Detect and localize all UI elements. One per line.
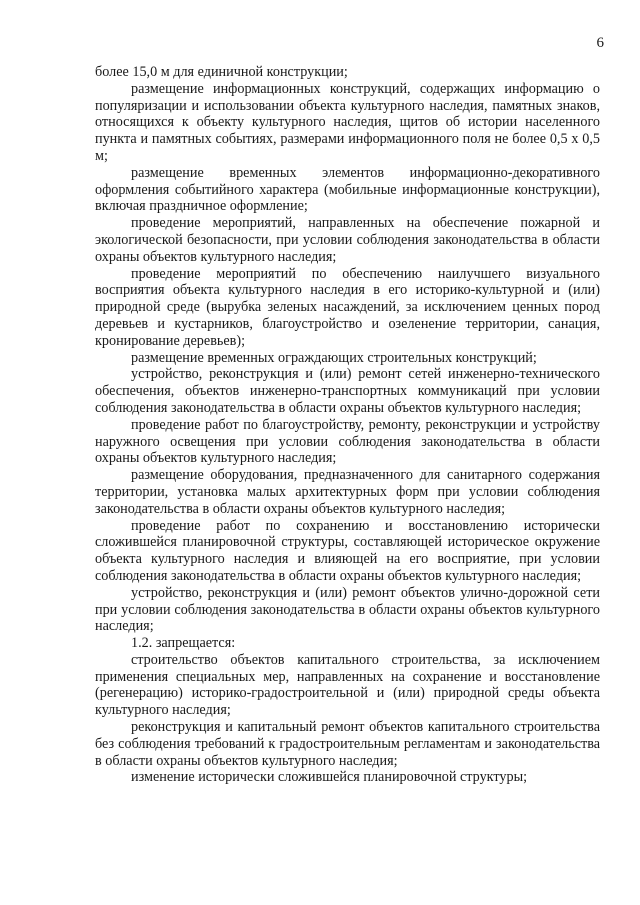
paragraph: размещение информационных конструкций, содержащих информацию о популяризации и использовании объекта культурного наследия, памятных знаков, относящихся к объекту культурного наследия, щитов об истории населенного пункта и памятных событиях, размерами информационного поля не более 0,5 х 0,5 м; [95, 80, 600, 164]
paragraph: реконструкция и капитальный ремонт объектов капитального строительства без соблюдения требований к градостроительным регламентам и законодательства в области охраны объектов культурного наследия; [95, 719, 600, 769]
paragraph: устройство, реконструкция и (или) ремонт объектов улично-дорожной сети при условии соблюдения законодательства в области охраны объектов культурного наследия; [95, 584, 600, 635]
paragraph: изменение исторически сложившейся планировочной структуры; [131, 769, 528, 786]
page-number: 6 [596, 35, 604, 51]
paragraph: проведение работ по благоустройству, ремонту, реконструкции и устройству наружного освещения при условии соблюдения законодательства в области охраны объектов культурного наследия; [95, 416, 600, 467]
paragraph: проведение мероприятий по обеспечению наилучшего визуального восприятия объекта культурного наследия в его историко-культурной и (или) природной среде (вырубка зеленых насаждений, за исключением ценных пород деревьев и кустарников, благоустройство и озеленение территории, санация, кронирование деревьев); [95, 265, 600, 349]
paragraph: размещение временных элементов информационно-декоративного оформления событийного характера (мобильные информационные конструкции), включая праздничное оформление; [95, 164, 600, 215]
paragraph: строительство объектов капитального строительства, за исключением применения специальных мер, направленных на сохранение и восстановление (регенерацию) историко-градостроительной и (или) природной среды объекта культурного наследия; [95, 651, 600, 719]
paragraph: размещение временных ограждающих строительных конструкций; [131, 349, 537, 366]
section-heading: 1.2. запрещается: [131, 635, 236, 652]
paragraph: размещение оборудования, предназначенного для санитарного содержания территории, установка малых архитектурных форм при условии соблюдения законодательства в области охраны объектов культурного наследия; [95, 467, 600, 517]
paragraph: более 15,0 м для единичной конструкции; [95, 64, 348, 80]
document-body [95, 64, 600, 786]
paragraph: проведение мероприятий, направленных на обеспечение пожарной и экологической безопасности, при условии соблюдения законодательства в области охраны объектов культурного наследия; [95, 215, 600, 265]
paragraph: устройство, реконструкция и (или) ремонт сетей инженерно-технического обеспечения, объектов инженерно-транспортных коммуникаций при условии соблюдения законодательства в области охраны объектов культурного наследия; [95, 366, 600, 416]
paragraph: проведение работ по сохранению и восстановлению исторически сложившейся планировочной структуры, составляющей историческое окружение объекта культурного наследия и влияющей на его восприятие, при условии соблюдения законодательства в области охраны объектов культурного наследия; [95, 517, 600, 584]
